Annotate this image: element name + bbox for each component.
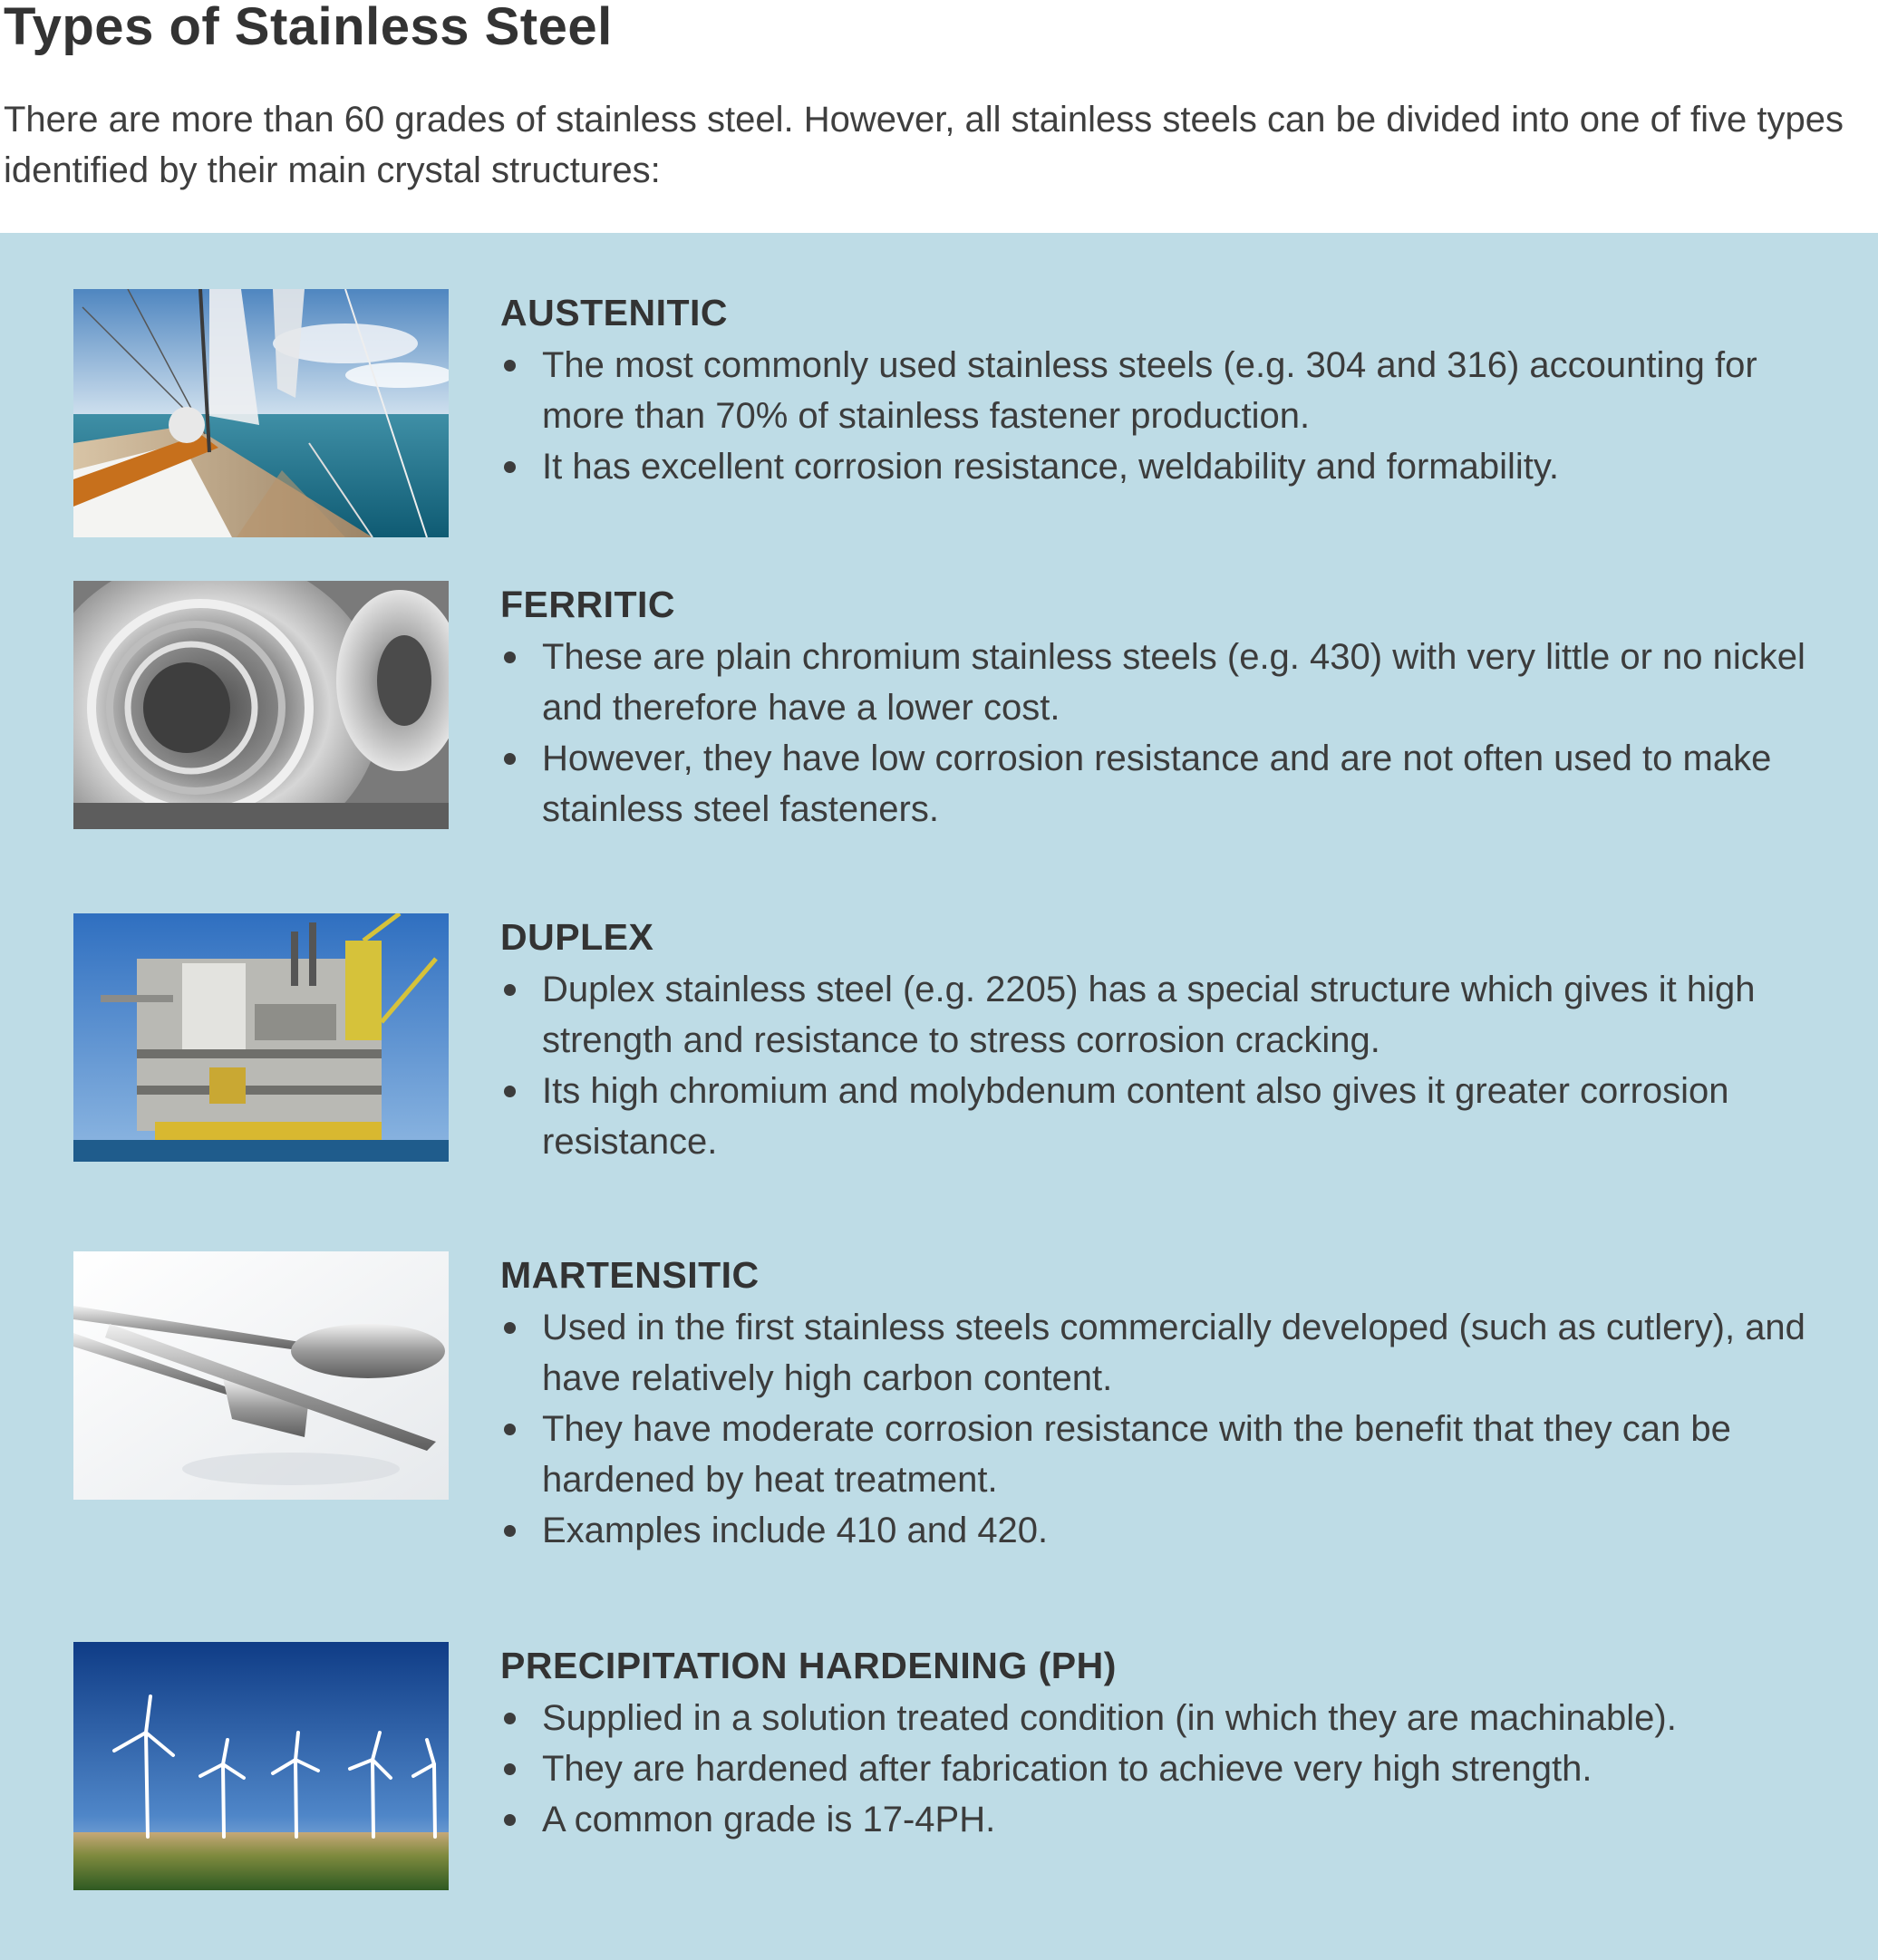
page-title: Types of Stainless Steel bbox=[4, 0, 613, 56]
type-text-austenitic bbox=[500, 289, 1824, 492]
type-text-martensitic bbox=[500, 1251, 1824, 1556]
type-heading: FERRITIC bbox=[500, 584, 676, 625]
type-heading: AUSTENITIC bbox=[500, 292, 728, 333]
type-text-ferritic bbox=[500, 581, 1824, 835]
bullet-item: It has excellent corrosion resistance, weldability and formability. bbox=[500, 441, 1824, 492]
cutlery-photo bbox=[73, 1251, 449, 1500]
bullet-item: Its high chromium and molybdenum content also gives it greater corrosion resistance. bbox=[500, 1066, 1824, 1167]
bullet-list bbox=[500, 340, 1824, 492]
bullet-list bbox=[500, 632, 1824, 835]
bullet-item: However, they have low corrosion resistance and are not often used to make stainless steel fasteners. bbox=[500, 733, 1824, 835]
bullet-item: A common grade is 17-4PH. bbox=[500, 1794, 1824, 1845]
intro-paragraph: There are more than 60 grades of stainless steel. However, all stainless steels can be divided into one of five types identified by their main crystal structures: bbox=[4, 100, 1844, 190]
offshore-platform-photo bbox=[73, 913, 449, 1162]
bullet-item: The most commonly used stainless steels (e.g. 304 and 316) accounting for more than 70% of stainless fastener production. bbox=[500, 340, 1824, 441]
bullet-item: These are plain chromium stainless steels (e.g. 430) with very little or no nickel and therefore have a lower cost. bbox=[500, 632, 1824, 733]
bullet-item: Duplex stainless steel (e.g. 2205) has a special structure which gives it high strength and resistance to stress corrosion cracking. bbox=[500, 964, 1824, 1066]
bullet-item: They are hardened after fabrication to achieve very high strength. bbox=[500, 1743, 1824, 1794]
type-text-duplex bbox=[500, 913, 1824, 1167]
wind-turbines-photo bbox=[73, 1642, 449, 1890]
type-heading: DUPLEX bbox=[500, 916, 654, 958]
type-heading: MARTENSITIC bbox=[500, 1254, 760, 1296]
steel-coils-photo bbox=[73, 581, 449, 829]
type-text-precipitation-hardening bbox=[500, 1642, 1824, 1845]
bullet-list bbox=[500, 964, 1824, 1167]
sailboat-deck-photo bbox=[73, 289, 449, 537]
bullet-item: Examples include 410 and 420. bbox=[500, 1505, 1824, 1556]
type-heading: PRECIPITATION HARDENING (PH) bbox=[500, 1645, 1117, 1686]
bullet-item: Used in the first stainless steels commercially developed (such as cutlery), and have relatively high carbon content. bbox=[500, 1302, 1824, 1404]
bullet-item: Supplied in a solution treated condition (in which they are machinable). bbox=[500, 1693, 1824, 1743]
bullet-list bbox=[500, 1693, 1824, 1845]
types-panel bbox=[0, 233, 1878, 1960]
bullet-list bbox=[500, 1302, 1824, 1556]
bullet-item: They have moderate corrosion resistance with the benefit that they can be hardened by heat treatment. bbox=[500, 1404, 1824, 1505]
